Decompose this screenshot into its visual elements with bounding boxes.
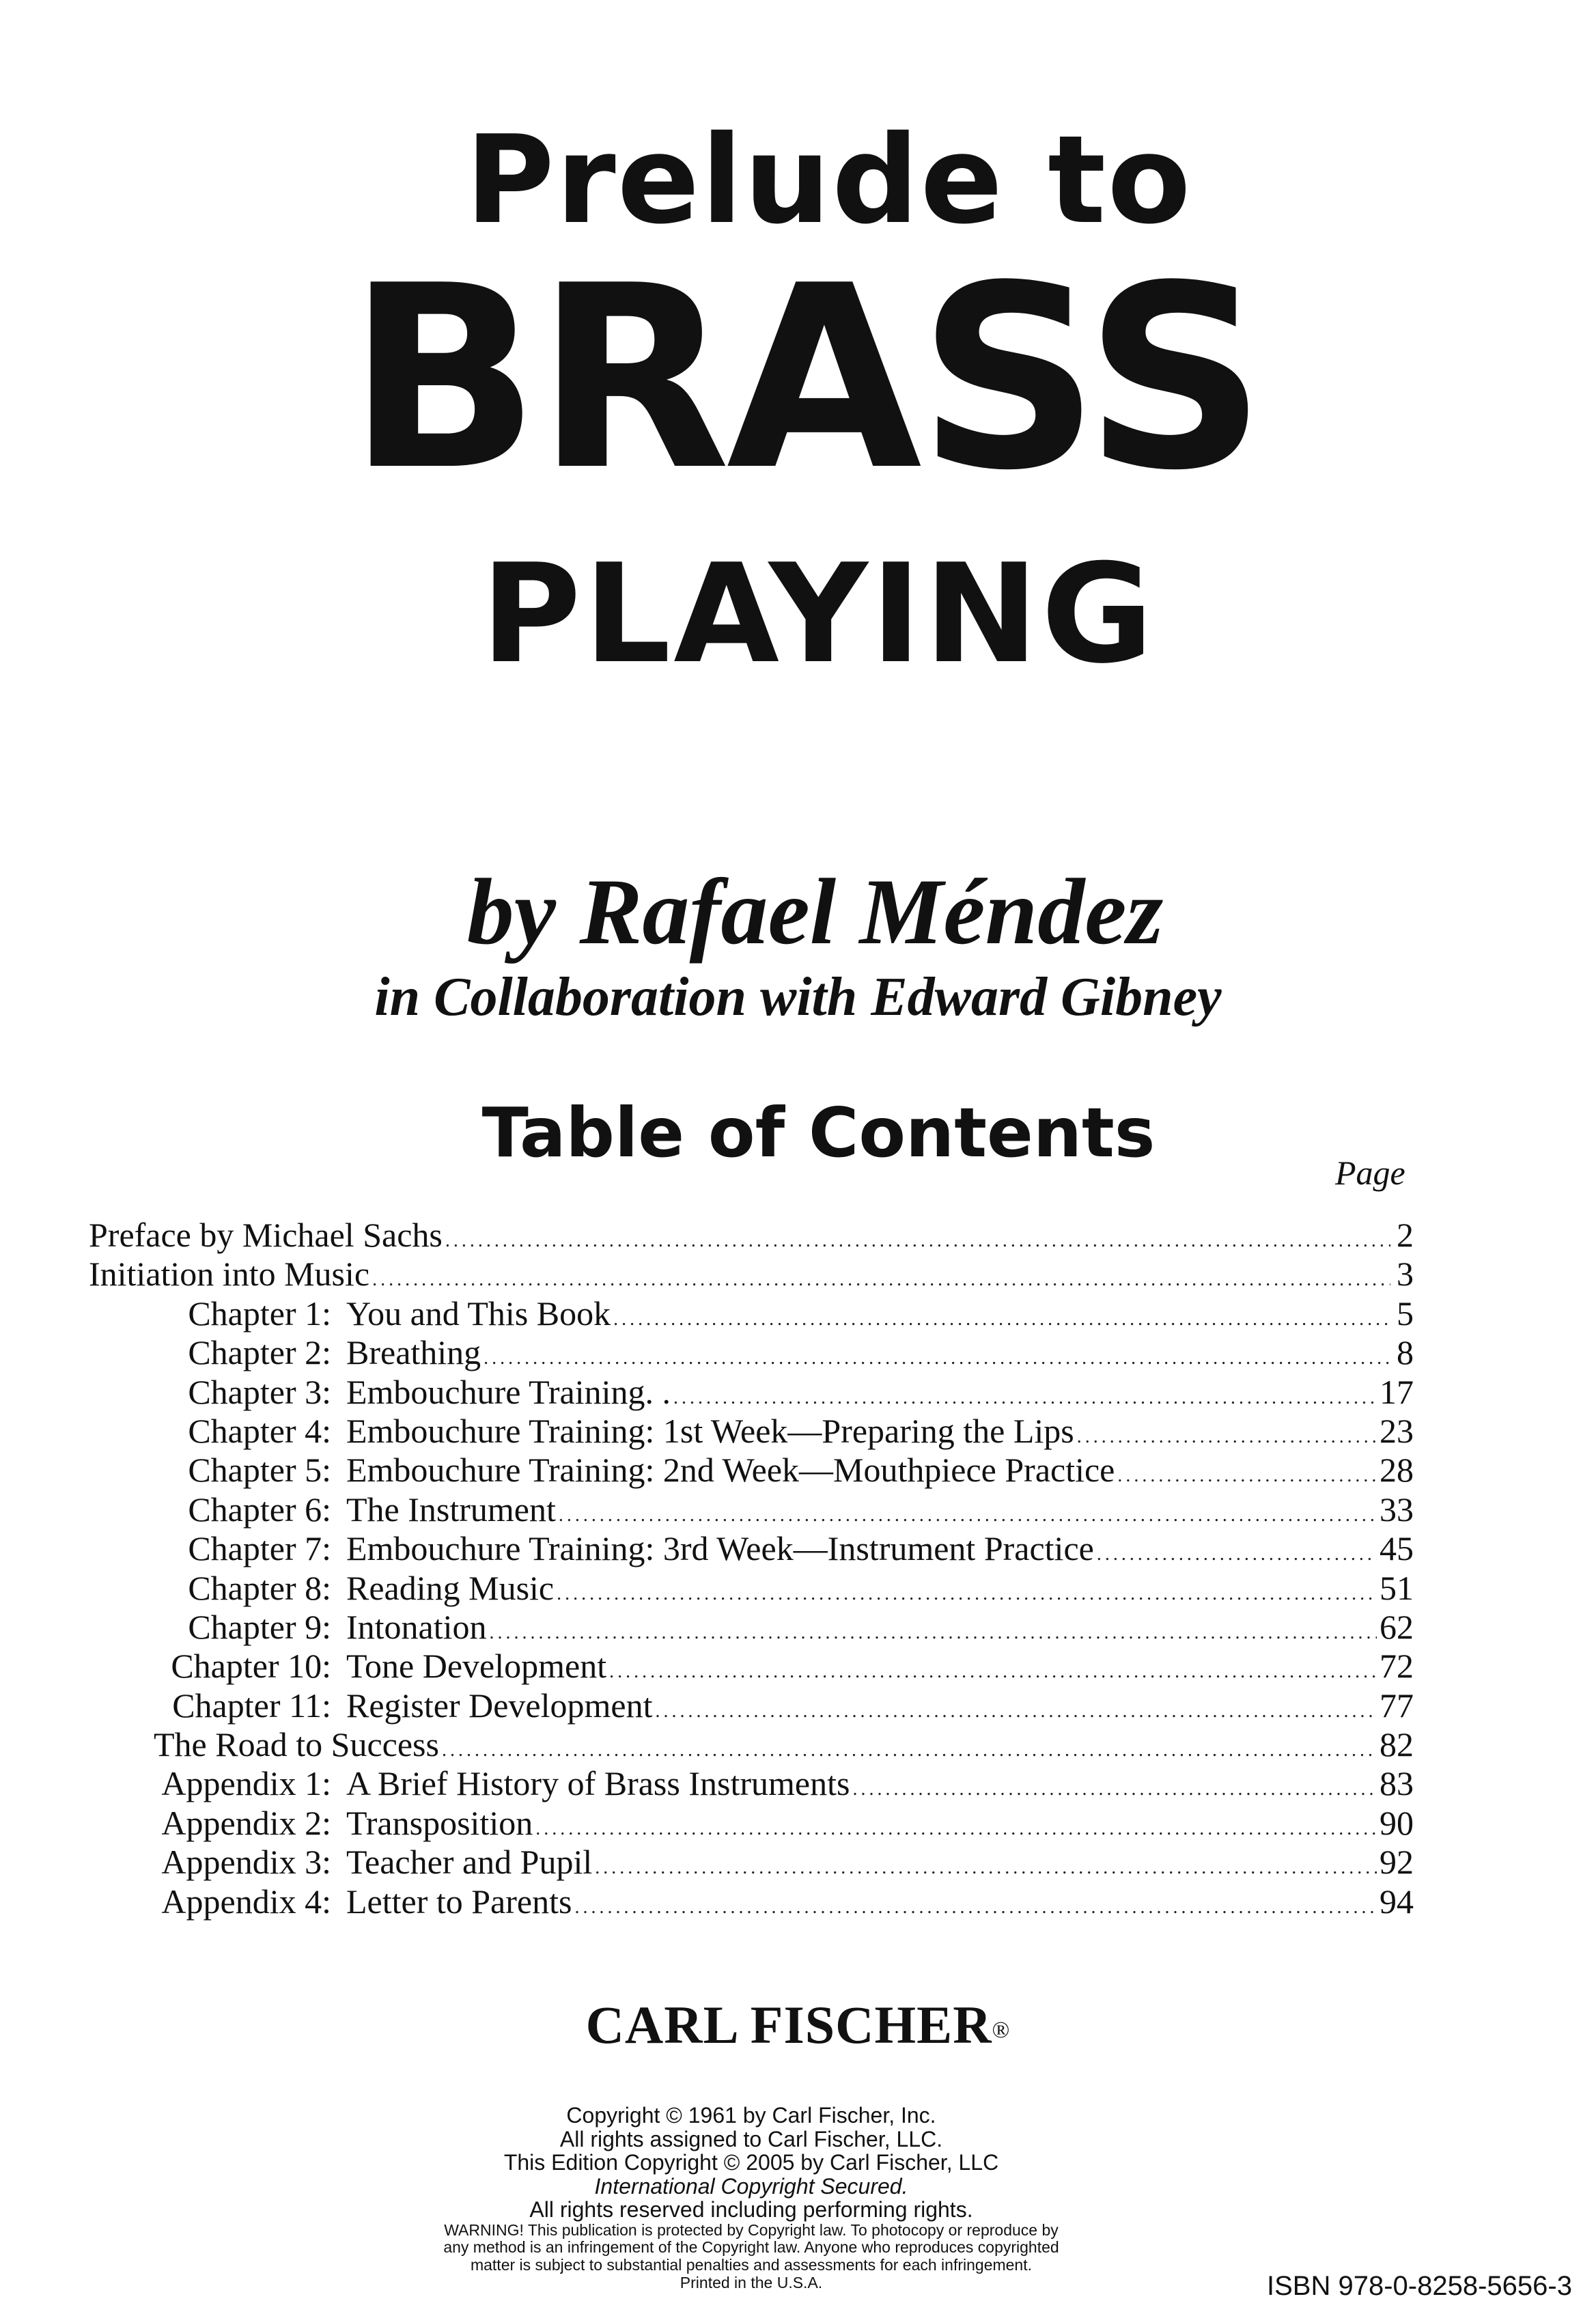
- toc-entry-label: [89, 1764, 850, 1803]
- dot-leader: [609, 1652, 1377, 1691]
- toc-entry-chapter: Chapter 10:: [171, 1647, 331, 1686]
- toc-entry-title: You and This Book: [346, 1294, 611, 1333]
- toc-entry: [89, 1529, 1414, 1568]
- toc-entry: [89, 1647, 1414, 1686]
- toc-entry-chapter: Chapter 6:: [188, 1490, 331, 1529]
- toc-entry-title: Intonation: [346, 1607, 487, 1646]
- toc-entry-label: [89, 1608, 487, 1647]
- toc-entry-chapter: Appendix 3:: [161, 1843, 331, 1882]
- toc-entry-label: [89, 1294, 611, 1333]
- toc-entry: [89, 1255, 1414, 1294]
- page-column-label: Page: [1335, 1154, 1405, 1192]
- toc-entry-page: 5: [1397, 1294, 1414, 1333]
- toc-entry-page: 94: [1380, 1882, 1414, 1921]
- publisher-name-text: CARL FISCHER: [585, 1995, 992, 2054]
- toc-entry-page: 33: [1380, 1490, 1414, 1529]
- toc-entry: [89, 1843, 1414, 1882]
- toc-entry-chapter: Chapter 1:: [188, 1294, 331, 1333]
- toc-entry-label: [89, 1725, 439, 1764]
- toc-entry-title: Embouchure Training: 1st Week—Preparing the Lips: [346, 1411, 1074, 1450]
- dot-leader: [574, 1888, 1377, 1927]
- toc-entry-chapter: Chapter 11:: [172, 1686, 331, 1725]
- dot-leader: [656, 1692, 1377, 1731]
- toc-entry-page: 90: [1380, 1803, 1414, 1842]
- toc-entry-title: Embouchure Training: 2nd Week—Mouthpiece Practice: [346, 1451, 1115, 1490]
- toc-entry-page: 28: [1380, 1451, 1414, 1490]
- toc-entry-page: 23: [1380, 1411, 1414, 1450]
- registered-mark: ®: [992, 2018, 1011, 2044]
- toc-entry-chapter: Chapter 2:: [188, 1333, 331, 1372]
- toc-entry: [89, 1451, 1414, 1490]
- toc-entry-page: 83: [1380, 1764, 1414, 1803]
- toc-entry-title: Letter to Parents: [346, 1882, 572, 1921]
- toc-entry-chapter: Appendix 4:: [161, 1882, 331, 1921]
- collaboration-line: in Collaboration with Edward Gibney: [374, 967, 1222, 1027]
- toc-entry-label: [89, 1333, 481, 1372]
- dot-leader: [535, 1809, 1377, 1848]
- toc-entry-chapter: Appendix 1:: [161, 1764, 331, 1803]
- toc-entry: [89, 1608, 1414, 1647]
- copyright-line: All rights assigned to Carl Fischer, LLC.: [559, 2126, 943, 2151]
- toc-entry-label: [89, 1843, 592, 1882]
- dot-leader: [595, 1848, 1377, 1887]
- toc-entry-chapter: Chapter 5:: [188, 1451, 331, 1490]
- toc-entry-title: The Instrument: [346, 1490, 556, 1529]
- toc-entry-title: Teacher and Pupil: [346, 1843, 593, 1882]
- warning-line: WARNING! This publication is protected by Copyright law. To photocopy or reproduce by: [444, 2220, 1059, 2239]
- toc-entry: [89, 1333, 1414, 1372]
- dot-leader: [1117, 1456, 1377, 1495]
- author-line: by Rafael Méndez: [466, 859, 1164, 964]
- dot-leader: [613, 1300, 1390, 1339]
- toc-entry: [89, 1569, 1414, 1608]
- dot-leader: [852, 1770, 1377, 1809]
- toc-entry-label: [89, 1255, 369, 1294]
- toc-entry-label: [89, 1647, 606, 1686]
- dot-leader: [1077, 1417, 1377, 1456]
- toc-entry-title: The Road to Success: [154, 1725, 439, 1764]
- toc-entry-title: Reading Music: [346, 1568, 555, 1607]
- toc-entry-title: Breathing: [346, 1333, 481, 1372]
- toc-entry-label: [89, 1412, 1074, 1451]
- toc-entry: [89, 1294, 1414, 1333]
- toc-entry-chapter: Chapter 4:: [188, 1411, 331, 1450]
- toc-entry-label: [89, 1569, 554, 1608]
- toc-entry-label: [89, 1882, 572, 1921]
- toc-entry-page: 62: [1380, 1607, 1414, 1646]
- warning-line: matter is subject to substantial penalties and assessments for each infringement.: [470, 2256, 1033, 2274]
- isbn: ISBN 978-0-8258-5656-3: [1267, 2271, 1572, 2301]
- toc-entry-title: Tone Development: [346, 1647, 607, 1686]
- toc-entry-label: [89, 1216, 443, 1255]
- toc-entry: [89, 1764, 1414, 1803]
- toc-entry-chapter: Chapter 3:: [188, 1372, 331, 1411]
- toc-entry-label: [89, 1804, 533, 1843]
- toc-entry-chapter: Chapter 9:: [188, 1607, 331, 1646]
- copyright-line: This Edition Copyright © 2005 by Carl Fischer, LLC: [503, 2150, 999, 2175]
- copyright-block: [369, 2104, 1134, 2292]
- toc-entry-label: [89, 1686, 653, 1725]
- toc-entry-page: 82: [1380, 1725, 1414, 1764]
- title-line-1: Prelude to: [465, 109, 1192, 251]
- toc-entry: [89, 1490, 1414, 1529]
- toc-entry-label: [89, 1451, 1115, 1490]
- toc-entry: [89, 1686, 1414, 1725]
- toc-entry-title: Transposition: [346, 1803, 533, 1842]
- toc-entry-page: 72: [1380, 1647, 1414, 1686]
- copyright-line: Copyright © 1961 by Carl Fischer, Inc.: [566, 2103, 936, 2128]
- dot-leader: [445, 1221, 1390, 1260]
- toc-entry-page: 45: [1380, 1529, 1414, 1568]
- toc-entry-label: [89, 1490, 556, 1529]
- dot-leader: [1097, 1535, 1377, 1574]
- toc-heading: Table of Contents: [481, 1093, 1156, 1173]
- toc-entry-title: Register Development: [346, 1686, 653, 1725]
- toc-entry: [89, 1412, 1414, 1451]
- publisher-name: [0, 1994, 1596, 2056]
- toc-entry-label: [89, 1373, 671, 1412]
- dot-leader: [557, 1574, 1377, 1613]
- toc-entry: [89, 1882, 1414, 1921]
- toc-entry-page: 51: [1380, 1568, 1414, 1607]
- toc-entry-page: 77: [1380, 1686, 1414, 1725]
- toc-entry-title: A Brief History of Brass Instruments: [346, 1764, 850, 1803]
- toc-entry-chapter: Chapter 8:: [188, 1568, 331, 1607]
- toc-entry-page: 92: [1380, 1843, 1414, 1882]
- title-line-2: BRASS: [347, 232, 1263, 526]
- toc-entry-chapter: Appendix 2:: [161, 1803, 331, 1842]
- dot-leader: [490, 1613, 1377, 1652]
- warning-line: any method is an infringement of the Copyright law. Anyone who reproduces copyrighted: [443, 2238, 1059, 2257]
- toc-entry-page: 2: [1397, 1216, 1414, 1254]
- toc-entry-title: Embouchure Training. .: [346, 1372, 671, 1411]
- toc-entry-chapter: Chapter 7:: [188, 1529, 331, 1568]
- toc-entry: [89, 1373, 1414, 1412]
- toc-entry: [89, 1725, 1414, 1764]
- toc-entry-page: 17: [1380, 1372, 1414, 1411]
- copyright-line: International Copyright Secured.: [594, 2173, 908, 2199]
- toc-entry-title: Preface by Michael Sachs: [89, 1216, 443, 1254]
- toc-entry: [89, 1216, 1414, 1255]
- toc-entry-title: Initiation into Music: [89, 1255, 370, 1294]
- copyright-line: All rights reserved including performing rights.: [529, 2197, 973, 2222]
- toc-entry-page: 3: [1397, 1255, 1414, 1294]
- toc-entry-label: [89, 1529, 1094, 1568]
- printed-line: Printed in the U.S.A.: [680, 2273, 823, 2291]
- table-of-contents: [89, 1216, 1414, 1921]
- title-line-3: PLAYING: [481, 535, 1156, 694]
- toc-entry-page: 8: [1397, 1333, 1414, 1372]
- toc-entry-title: Embouchure Training: 3rd Week—Instrument Practice: [346, 1529, 1094, 1568]
- toc-entry: [89, 1804, 1414, 1843]
